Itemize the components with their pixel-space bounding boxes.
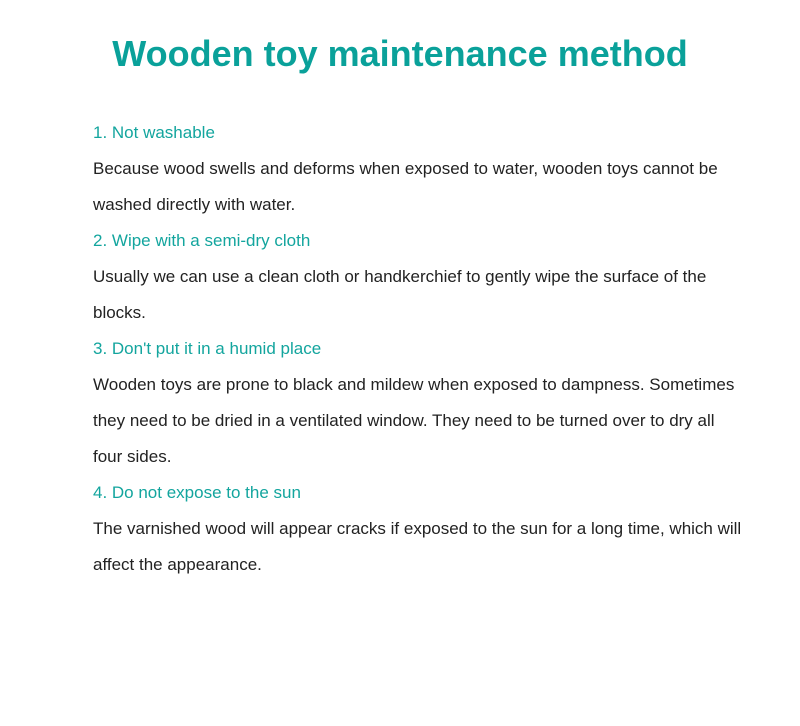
section-heading: 4. Do not expose to the sun xyxy=(93,483,301,502)
section-heading: 1. Not washable xyxy=(93,123,215,142)
section-sun-exposure xyxy=(93,475,743,583)
section-wipe-cloth xyxy=(93,223,743,331)
section-body: Because wood swells and deforms when exposed to water, wooden toys cannot be washed directly with water. xyxy=(93,159,718,214)
section-body: Wooden toys are prone to black and mildew when exposed to dampness. Sometimes they need to be dried in a ventilated window. They need to be turned over to dry all four sides. xyxy=(93,375,735,466)
maintenance-content xyxy=(93,115,743,583)
section-heading: 3. Don't put it in a humid place xyxy=(93,339,322,358)
page-title: Wooden toy maintenance method xyxy=(112,33,688,74)
section-body: Usually we can use a clean cloth or handkerchief to gently wipe the surface of the blocks. xyxy=(93,267,707,322)
section-not-washable xyxy=(93,115,743,223)
section-heading: 2. Wipe with a semi-dry cloth xyxy=(93,231,311,250)
section-humid-place xyxy=(93,331,743,475)
section-body: The varnished wood will appear cracks if exposed to the sun for a long time, which will affect the appearance. xyxy=(93,519,742,574)
